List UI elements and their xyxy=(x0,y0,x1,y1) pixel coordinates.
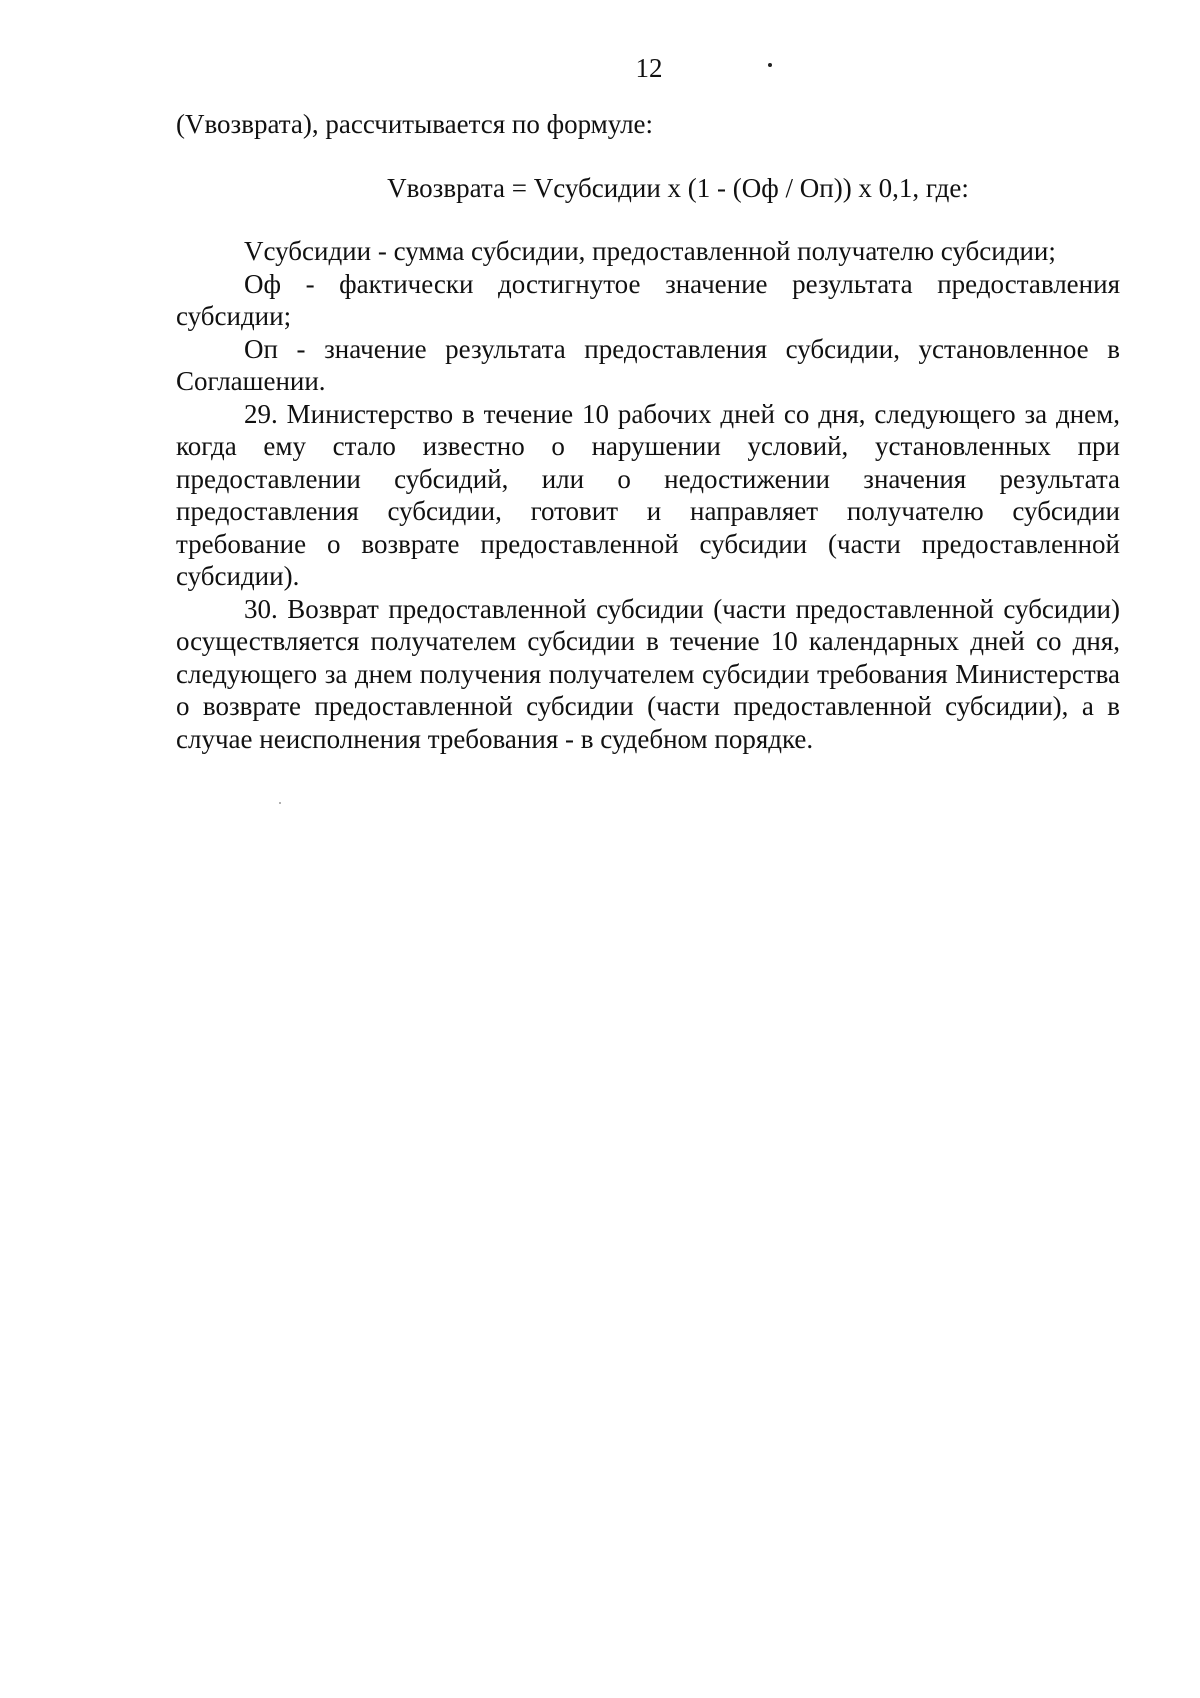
page-number: 12 xyxy=(635,53,663,83)
definition-of: Оф - фактически достигнутое значение результата предоставления субсидии; xyxy=(176,268,1120,331)
definition-v-subsidy: Vсубсидии - сумма субсидии, предоставленной получателю субсидии; xyxy=(244,236,1056,266)
paragraph-29: 29. Министерство в течение 10 рабочих дней со дня, следующего за днем, когда ему стало известно о нарушении условий, установленных при предоставлении субсидий, или о недостижении значения результата предоставления субсидии, готовит и направляет получателю субсидии требование о возврате предоставленной субсидии (части предоставленной субсидии). xyxy=(176,398,1120,591)
scan-speck xyxy=(768,63,772,67)
intro-line: (Vвозврата), рассчитывается по формуле: xyxy=(176,109,654,139)
formula: Vвозврата = Vсубсидии x (1 - (Оф / Оп)) x 0,1, где: xyxy=(387,172,969,203)
document-body xyxy=(176,108,1120,755)
paragraph-30: 30. Возврат предоставленной субсидии (части предоставленной субсидии) осуществляется получателем субсидии в течение 10 календарных дней со дня, следующего за днем получения получателем субсидии требования Министерства о возврате предоставленной субсидии (части предоставленной субсидии), а в случае неисполнения требования - в судебном порядке. xyxy=(176,593,1120,754)
scan-speck xyxy=(279,802,281,804)
definition-op: Оп - значение результата предоставления субсидии, установленное в Соглашении. xyxy=(176,333,1120,396)
